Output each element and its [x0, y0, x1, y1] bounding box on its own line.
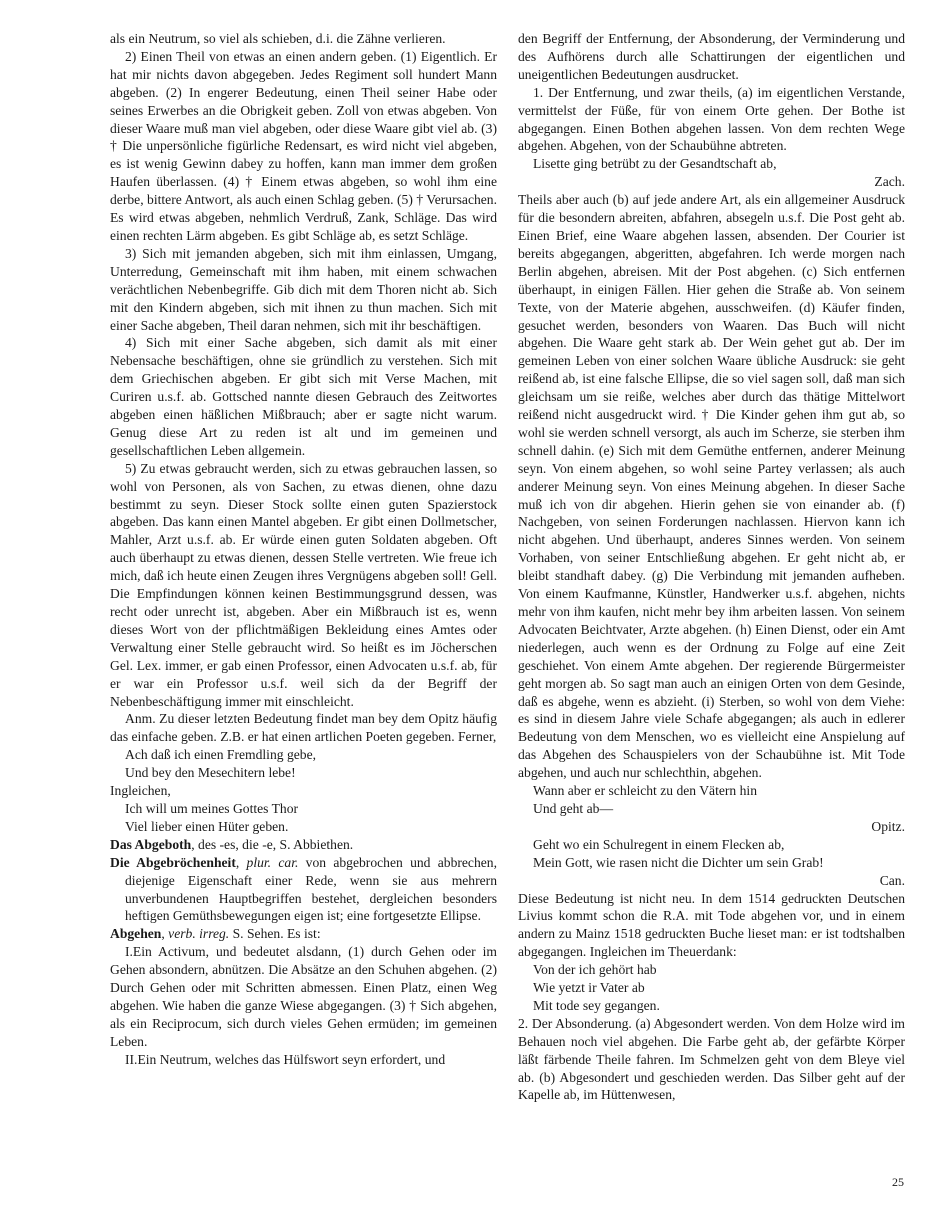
right-column — [518, 30, 905, 1104]
verse-line: Mit tode sey gegangen. — [533, 997, 660, 1013]
paragraph: Diese Bedeutung ist nicht neu. In dem 1514 gedruckten Deutschen Livius kommt schon die R.A. mit Tode abgehen vor, und in einem andern zu Mainz 1518 gedruckten Buche lieset man: er ist todtshalben abgegangen. Ingleichen im Theuerdank: — [518, 890, 905, 960]
page-number: 25 — [892, 1175, 904, 1189]
paragraph: 5) Zu etwas gebraucht werden, sich zu etwas gebrauchen lassen, so wohl von Personen, als von Sachen, zu etwas dienen, ohne dazu bestimmt zu seyn. Dieser Stock sollte einen guten Spazierstock abgeben. Das kann einen Mantel abgeben. Er gibt einen Dollmetscher, Mahler, Arzt u.s.f. ab. Er würde einen guten Soldaten abgeben. Oft auch überhaupt zu etwas dienen, dessen Stelle vertreten. Wie freue ich mich, daß ich heute einen Zeugen ihres Vergnügens abgeben soll! Gell. Die Empfindungen können keinen Bestimmungsgrund dessen, was recht oder unrecht ist, abgeben. Aber ein Mißbrauch ist es, wenn dieses Wort von der pflichtmäßigen Bekleidung eines Amtes oder Verwaltung einer Stelle gebraucht wird. So heißt es im Jöcherschen Gel. Lex. immer, er gab einen Professor, einen Advocaten u.s.f. ab, für er war ein Professor u.s.f. weil sich da der Begriff der Nebenbeschäftigung immer mit einschleicht. — [110, 460, 497, 709]
verse-line: Und bey den Mesechitern lebe! — [125, 765, 296, 781]
verse-line: Wann aber er schleicht zu den Vätern hin — [533, 783, 757, 799]
grammar-note: plur. car. — [246, 854, 299, 870]
paragraph: 4) Sich mit einer Sache abgeben, sich damit als mit einer Nebensache beschäftigen, ohne sie gründlich zu verstehen. Sich mit dem Griechischen abgeben. Er gibt sich mit Verse Machen, mit Curiren u.s.f. ab. Gottsched nannte diesen Gebrauch des Zeitwortes abgeben einen häßlichen Mißbrauch; aber er sagte nicht warum. Genug diese Art zu reden ist alt und im gemeinen und gesellschaftlichen Leben allgemein. — [110, 335, 497, 458]
paragraph: den Begriff der Entfernung, der Absonderung, der Verminderung und des Aufhörens durch alle Schattirungen der eigentlichen und uneigentlichen Bedeutungen ausdrucket. — [518, 31, 905, 82]
entry-lemma: Das Abgeboth — [110, 836, 192, 852]
paragraph: Ingleichen, — [110, 783, 171, 799]
dictionary-entry — [110, 836, 497, 854]
dictionary-entry: Die Abgebröchenheit, plur. car. von abgebrochen und abbrechen, diejenige Eigenschaft einer Rede, wenn sie aus mehrern unverbundenen Hauptbegriffen bestehet, dergleichen besonders heftigen Gemüthsbewegungen eigen ist; eine fortgesetzte Ellipse. — [110, 854, 497, 924]
paragraph: Anm. Zu dieser letzten Bedeutung findet man bey dem Opitz häufig das einfache geben. Z.B. er hat einen artlichen Poeten gegeben. Ferner, — [110, 711, 497, 745]
verse-line: Von der ich gehört hab — [533, 962, 657, 978]
dictionary-entry: Abgehen, verb. irreg. S. Sehen. Es ist: — [110, 926, 321, 942]
entry-text: , des -es, die -e, S. Abbiethen. — [191, 836, 354, 852]
paragraph: als ein Neutrum, so viel als schieben, d.i. die Zähne verlieren. — [110, 31, 446, 46]
paragraph: 1. Der Entfernung, und zwar theils, (a) im eigentlichen Verstande, vermittelst der Füße, für von einem Orte gehen. Der Bothe ist abgegangen. Einen Bothen abgehen lassen. Von dem rechten Wege abgehen. Abgehen, von der Schaubühne abtreten. — [518, 84, 905, 154]
paragraph: I.Ein Activum, und bedeutet alsdann, (1) durch Gehen oder im Gehen absondern, abnützen. Die Absätze an den Schuhen abgehen. (2) Durch Gehen oder mit Schritten abmessen. Einen Platz, einen Weg abgehen. Wie haben die ganze Wiese abgegangen. (3) † Sich abgehen, als ein Reciprocum, sich durch vieles Gehen ermüden; im gemeinen Leben. — [110, 944, 497, 1049]
paragraph: Theils aber auch (b) auf jede andere Art, als ein allgemeiner Ausdruck für die besondern abreiten, abfahren, absegeln u.s.f. Die Post geht ab. Einen Brief, eine Waare abgehen lassen, absenden. Der Courier ist bereits abgegangen, abgeritten, abgefahren. Ich werde morgen nach Berlin abgehen, abreisen. Mit der Post abgehen. (c) Sich entfernen überhaupt, in einigen Fällen. Hier gehen die Straße ab. Von seinem Texte, von der Materie abgehen, ausschweifen. (d) Käufer finden, gesuchet werden, besonders von Waaren. Das Buch will nicht abgehen. Die Waare geht stark ab. Der Wein gehet gut ab. Der im gemeinen Leben von einer solchen Waare übliche Ausdruck: sie geht reißend ab, ist eine falsche Ellipse, die so viel sagen soll, daß man sich gleichsam um sie reiße, welches aber durch das thätige Mittelwort reißend nicht ausgedruckt wird. † Die Kinder gehen ihm gut ab, so wohl sie werden schnell versorgt, als auch im Scherze, sie sterben ihm schnell dahin. (e) Sich mit dem Gemüthe entfernen, anderer Meinung seyn. Von einem abgehen, so wohl seine Partey verlassen; als auch anderer Meinung seyn. Von eines Meinung abgehen. In dieser Sache muß ich von dir abgehen. Hierin gehen sie von einander ab. (f) Nachgeben, von seinen Forderungen nachlassen. Hiervon kann ich nicht abgehen. Und überhaupt, anderes Sinnes werden. Von seinem Vorhaben, von seiner Entschließung abgehen. Er geht nicht ab, er bleibt standhaft dabey. (g) Die Verbindung mit jemanden aufheben. Von einem Kaufmanne, Künstler, Handwerker u.s.f. abgehen, nichts mehr von ihm kaufen, nicht mehr bey ihm arbeiten lassen. Von seinem Advocaten Beichtvater, Arzte abgehen. (h) Einen Dienst, oder ein Amt niederlegen, auch wenn es der Ordnung zu Folge auf eine Zeit geschiehet. Von einem Amte abgehen. Der regierende Bürgermeister geht morgen ab. So sagt man auch an einigen Orten von dem Gesinde, daß es abgehe, wenn es abzieht. (i) Sterben, so wohl von dem Viehe: es sind in diesem Jahre viele Schafe abgegangen; als auch in edlerer Bedeutung von dem Menschen, wo es vielleicht eine Anspielung auf das Abgehen des Schauspielers von der Schaubühne ist. Mit Tode abgehen, und auch nur schlechthin, abgehen. — [518, 192, 905, 781]
verse-line: Und geht ab— — [533, 800, 614, 816]
left-column — [110, 30, 497, 1069]
attribution: Opitz. — [871, 818, 905, 834]
grammar-note: verb. irreg. — [168, 926, 230, 942]
paragraph: 2) Einen Theil von etwas an einen andern geben. (1) Eigentlich. Er hat mir nichts davon abgegeben. Jedes Regiment soll hundert Mann abgeben. (2) In engerer Bedeutung, einen Theil seiner Habe oder seines Erwerbes an die Obrigkeit geben. Zoll von etwas abgeben. Von dieser Waare muß man viel abgeben, oder diese Waare gibt viel ab. (3) † Die unpersönliche figürliche Redensart, es wird nicht viel abgeben, es ist wenig Gewinn dabey zu hoffen, kann man immer dem großen Haufen überlassen. (4) † Einem etwas abgeben, so wohl ihm eine derbe, bittere Antwort, als auch einen Schlag geben. (5) † Verursachen. Es wird etwas abgeben, nehmlich Verdruß, Zank, Schläge. Das wird einen rechten Lärm abgeben. Es gibt Schläge ab, es setzt Schläge. — [110, 48, 497, 243]
verse-line: Ach daß ich einen Fremdling gebe, — [125, 747, 317, 763]
paragraph: II.Ein Neutrum, welches das Hülfswort seyn erfordert, und — [125, 1051, 446, 1067]
entry-lemma: Abgehen — [110, 926, 162, 942]
entry-text: S. Sehen. Es ist: — [229, 926, 321, 942]
verse-line: Lisette ging betrübt zu der Gesandtschaft ab, — [533, 156, 777, 172]
attribution: Can. — [879, 872, 905, 888]
entry-lemma: Die Abgebröchenheit — [110, 854, 236, 870]
verse-line: Ich will um meines Gottes Thor — [125, 800, 299, 816]
verse-line: Wie yetzt ir Vater ab — [533, 980, 645, 996]
attribution: Zach. — [874, 174, 905, 190]
verse-line: Viel lieber einen Hüter geben. — [125, 818, 289, 834]
verse-line: Mein Gott, wie rasen nicht die Dichter um sein Grab! — [533, 854, 824, 870]
entry-text: von abgebrochen und abbrechen, diejenige Eigenschaft einer Rede, wenn sie aus mehrern unverbundenen Hauptbegriffen bestehet, dergleichen besonders heftigen Gemüthsbewegungen eigen ist; eine fortgesetzte Ellipse. — [125, 854, 497, 924]
paragraph: 2. Der Absonderung. (a) Abgesondert werden. Von dem Holze wird im Behauen noch viel abgehen. Die Farbe geht ab, der gefärbte Körper läßt färbende Theile fahren. Im Schmelzen geht von dem Bleye viel ab. (b) Abgesondert und geschieden werden. Das Silber geht auf der Kapelle ab, im Hüttenwesen, — [518, 1015, 905, 1103]
verse-line: Geht wo ein Schulregent in einem Flecken ab, — [533, 836, 785, 852]
paragraph: 3) Sich mit jemanden abgeben, sich mit ihm einlassen, Umgang, Unterredung, Gemeinschaft mit ihm haben, mit einem schwachen verächtlichen Nebenbegriffe. Gib dich mit dem Thoren nicht ab. Sich mit den Kindern abgeben, sich mit ihnen zu thun machen. Sich mit einer Sache abgeben, Theil daran nehmen, sich mit ihr beschäftigen. — [110, 245, 497, 333]
